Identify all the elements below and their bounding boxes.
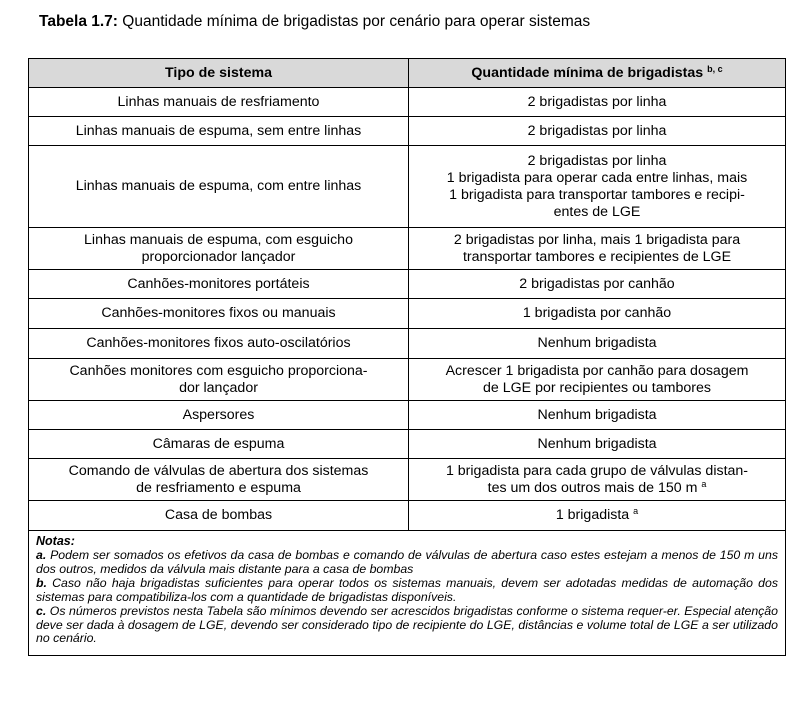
notes-row (29, 531, 786, 656)
cell-tipo-de-sistema (29, 459, 409, 501)
cell-text-line: 2 brigadistas por linha (527, 152, 667, 169)
cell-text-line: Nenhum brigadista (537, 435, 657, 452)
cell-tipo-de-sistema (29, 117, 409, 146)
cell-tipo-de-sistema (29, 270, 409, 299)
cell-tipo-de-sistema (29, 329, 409, 359)
cell-text-line: entes de LGE (553, 203, 641, 220)
cell-text-line: 2 brigadistas por linha, mais 1 brigadista para (453, 231, 741, 248)
cell-text-line: Canhões-monitores fixos auto-oscilatórios (86, 335, 351, 351)
notes-title: Notas: (36, 534, 75, 548)
cell-text-line: 1 brigadista para transportar tambores e recipi- (449, 186, 745, 203)
cell-text-line: 2 brigadistas por linha (527, 122, 667, 139)
cell-text-line: Aspersores (182, 406, 255, 423)
cell-text-line: Nenhum brigadista (537, 406, 657, 423)
table-caption (39, 12, 590, 32)
cell-text-line: Canhões-monitores fixos ou manuais (101, 305, 336, 321)
cell-text-line: 2 brigadistas por canhão (519, 275, 675, 292)
cell-tipo-de-sistema (29, 299, 409, 329)
cell-quantidade (409, 430, 786, 459)
cell-text-line: 1 brigadista para operar cada entre linhas, mais (446, 169, 748, 186)
cell-text-line: Canhões monitores com esguicho proporciona- (69, 362, 368, 379)
note-b: b. Caso não haja brigadistas suficientes para operar todos os sistemas manuais, devem ser adotadas medidas de automação dos sistemas para compatibiliza-los com a quantidade de brigadistas disponíveis. (36, 575, 778, 604)
cell-text-line: 2 brigadistas por linha (527, 93, 667, 110)
table-header-row (29, 59, 786, 88)
cell-text-line: 1 brigadista $^a$ (555, 506, 639, 523)
notes-cell (29, 531, 786, 656)
cell-quantidade (409, 299, 786, 329)
table-row (29, 430, 786, 459)
footnote-marker: a (701, 478, 707, 489)
table-row (29, 401, 786, 430)
cell-quantidade (409, 459, 786, 501)
cell-tipo-de-sistema (29, 501, 409, 531)
cell-text-line: Casa de bombas (164, 507, 273, 523)
cell-text-line: dor lançador (179, 379, 258, 396)
cell-tipo-de-sistema (29, 228, 409, 270)
table-row (29, 501, 786, 531)
footnote-marker: a (633, 506, 639, 516)
cell-text-line: de LGE por recipientes ou tambores (483, 379, 711, 396)
cell-text-line: Linhas manuais de resfriamento (117, 93, 320, 110)
cell-text-line: de resfriamento e espuma (136, 479, 301, 496)
table-row (29, 270, 786, 299)
note-a: a. Podem ser somados os efetivos da casa de bombas e comando de válvulas de abertura caso estes estejam a menos de 150 m uns dos outros, medidos da válvula mais distante para a casa de bombas (36, 548, 778, 576)
header-quantidade-minima: Quantidade mínima de brigadistas $^{b, c}$ (409, 59, 786, 88)
cell-text-line: proporcionador lançador (141, 248, 296, 265)
cell-quantidade (409, 270, 786, 299)
cell-tipo-de-sistema (29, 146, 409, 228)
cell-quantidade (409, 501, 786, 531)
table-row (29, 117, 786, 146)
cell-tipo-de-sistema (29, 430, 409, 459)
table-row (29, 329, 786, 359)
cell-text-line: Câmaras de espuma (152, 435, 285, 452)
cell-quantidade (409, 359, 786, 401)
cell-text-line: Canhões-monitores portáteis (127, 275, 310, 292)
cell-text-line: Linhas manuais de espuma, com entre linhas (75, 178, 362, 194)
cell-text-line: Acrescer 1 brigadista por canhão para dosagem (445, 362, 749, 379)
table-row (29, 359, 786, 401)
cell-quantidade (409, 88, 786, 117)
cell-text-line: 1 brigadista por canhão (522, 305, 672, 321)
cell-text-line: tes um dos outros mais de 150 m $^a$ (487, 478, 707, 496)
header-superscript: b, c (707, 63, 723, 74)
table-row (29, 146, 786, 228)
table-row (29, 228, 786, 270)
table-body (29, 88, 786, 531)
cell-quantidade (409, 117, 786, 146)
cell-quantidade (409, 329, 786, 359)
cell-tipo-de-sistema (29, 401, 409, 430)
cell-quantidade (409, 228, 786, 270)
cell-text-line: transportar tambores e recipientes de LGE (462, 248, 732, 265)
cell-quantidade (409, 146, 786, 228)
brigadistas-table (28, 58, 786, 656)
table-row (29, 459, 786, 501)
caption-text: Quantidade mínima de brigadistas por cenário para operar sistemas (117, 13, 591, 30)
cell-text-line: 1 brigadista para cada grupo de válvulas distan- (445, 462, 749, 479)
table-row (29, 299, 786, 329)
cell-text-line: Linhas manuais de espuma, sem entre linhas (75, 122, 362, 139)
cell-text-line: Comando de válvulas de abertura dos sistemas (68, 462, 369, 479)
cell-quantidade (409, 401, 786, 430)
cell-tipo-de-sistema (29, 359, 409, 401)
note-c: c. Os números previstos nesta Tabela são mínimos devendo ser acrescidos brigadistas conforme o sistema requer-er. Especial atenção deve ser dada à dosagem de LGE, devendo ser considerado tipo de recipiente do LGE, distâncias e volume total de LGE a ser utilizado no cenário. (36, 603, 778, 646)
table-row (29, 88, 786, 117)
cell-text-line: Nenhum brigadista (537, 335, 657, 351)
cell-text-line: Linhas manuais de espuma, com esguicho (84, 231, 353, 248)
header-tipo-de-sistema: Tipo de sistema (29, 59, 409, 88)
cell-tipo-de-sistema (29, 88, 409, 117)
caption-label: Tabela 1.7: (39, 13, 118, 30)
